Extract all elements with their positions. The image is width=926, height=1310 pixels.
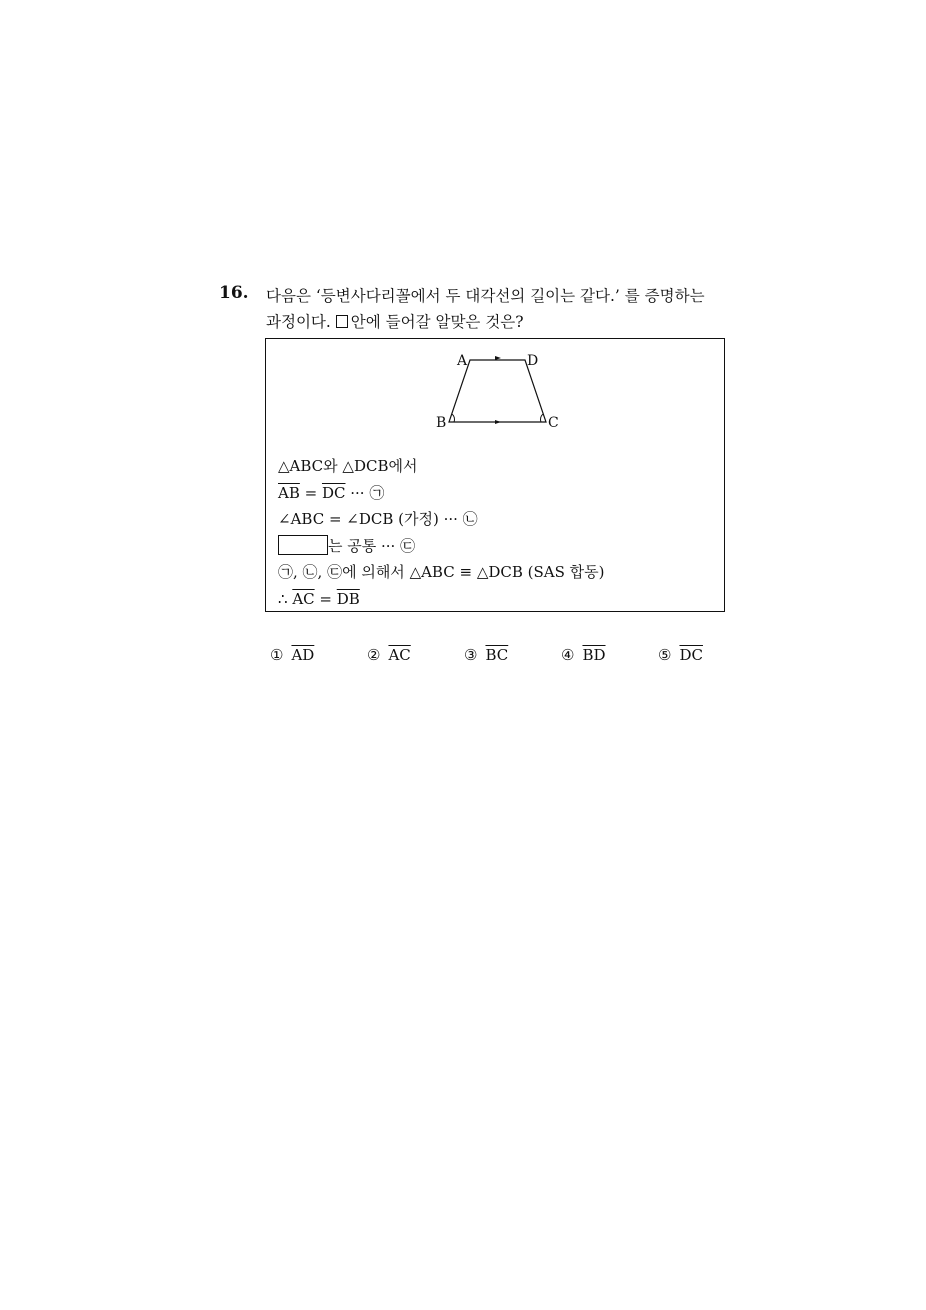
trapezoid-shape xyxy=(449,360,546,422)
proof-line-2 xyxy=(278,480,605,507)
choice-4[interactable] xyxy=(561,646,606,664)
proof-line-2-tail: ··· ㉠ xyxy=(345,483,385,502)
proof-lines xyxy=(278,453,605,612)
choice-number: ① xyxy=(270,646,284,664)
proof-line-5: ㉠, ㉡, ㉢에 의해서 △ABC ≡ △DCB (SAS 합동) xyxy=(278,563,605,581)
question-line-2 xyxy=(266,309,736,335)
question-number: 16. xyxy=(219,283,249,303)
choice-segment: $\overline{BC}$ xyxy=(485,646,509,664)
equals-sign: = xyxy=(299,483,322,502)
proof-box xyxy=(265,338,725,612)
therefore-symbol: ∴ xyxy=(278,589,293,608)
choice-3[interactable] xyxy=(464,646,508,664)
blank-square-icon xyxy=(336,315,348,328)
proof-line-4 xyxy=(278,533,605,560)
choice-number: ④ xyxy=(561,646,575,664)
choice-number: ⑤ xyxy=(658,646,672,664)
choice-segment: $\overline{BD}$ xyxy=(582,646,606,664)
choice-number: ② xyxy=(367,646,381,664)
vertex-label-b: B xyxy=(436,415,447,431)
proof-line-3: ∠ABC = ∠DCB (가정) ··· ㉡ xyxy=(278,510,478,528)
parallel-arrow-top-icon xyxy=(495,356,501,360)
choice-2[interactable] xyxy=(367,646,411,664)
question-line-2-start: 과정이다. xyxy=(266,313,336,331)
vertex-label-c: C xyxy=(548,415,559,431)
choice-segment: $\overline{AC}$ xyxy=(388,646,411,664)
answer-blank-box xyxy=(278,535,328,555)
choice-number: ③ xyxy=(464,646,478,664)
choice-5[interactable] xyxy=(658,646,703,664)
proof-line-6 xyxy=(278,586,605,613)
angle-c-arc-icon xyxy=(540,414,543,422)
vertex-label-a: A xyxy=(457,353,468,369)
angle-b-arc-icon xyxy=(452,414,455,422)
proof-line-1: △ABC와 △DCB에서 xyxy=(278,457,418,475)
segment-dc: $\overline{DC}$ xyxy=(321,483,346,502)
question-text xyxy=(266,283,736,335)
equals-sign: = xyxy=(314,589,337,608)
segment-ac: $\overline{AC}$ xyxy=(292,589,315,608)
trapezoid-diagram xyxy=(431,347,561,437)
vertex-label-d: D xyxy=(527,353,539,369)
proof-line-4-tail: 는 공통 ··· ㉢ xyxy=(328,536,416,555)
question-line-2-rest: 안에 들어갈 알맞은 것은? xyxy=(350,313,524,331)
choice-segment: $\overline{AD}$ xyxy=(291,646,315,664)
parallel-arrow-bottom-icon xyxy=(495,420,501,424)
question-line-1: 다음은 ‘등변사다리꼴에서 두 대각선의 길이는 같다.’ 를 증명하는 xyxy=(266,287,705,305)
segment-ab: $\overline{AB}$ xyxy=(278,483,300,502)
segment-db: $\overline{DB}$ xyxy=(336,589,360,608)
choice-1[interactable] xyxy=(270,646,314,664)
choice-segment: $\overline{DC}$ xyxy=(679,646,703,664)
trapezoid-figure xyxy=(431,347,561,437)
